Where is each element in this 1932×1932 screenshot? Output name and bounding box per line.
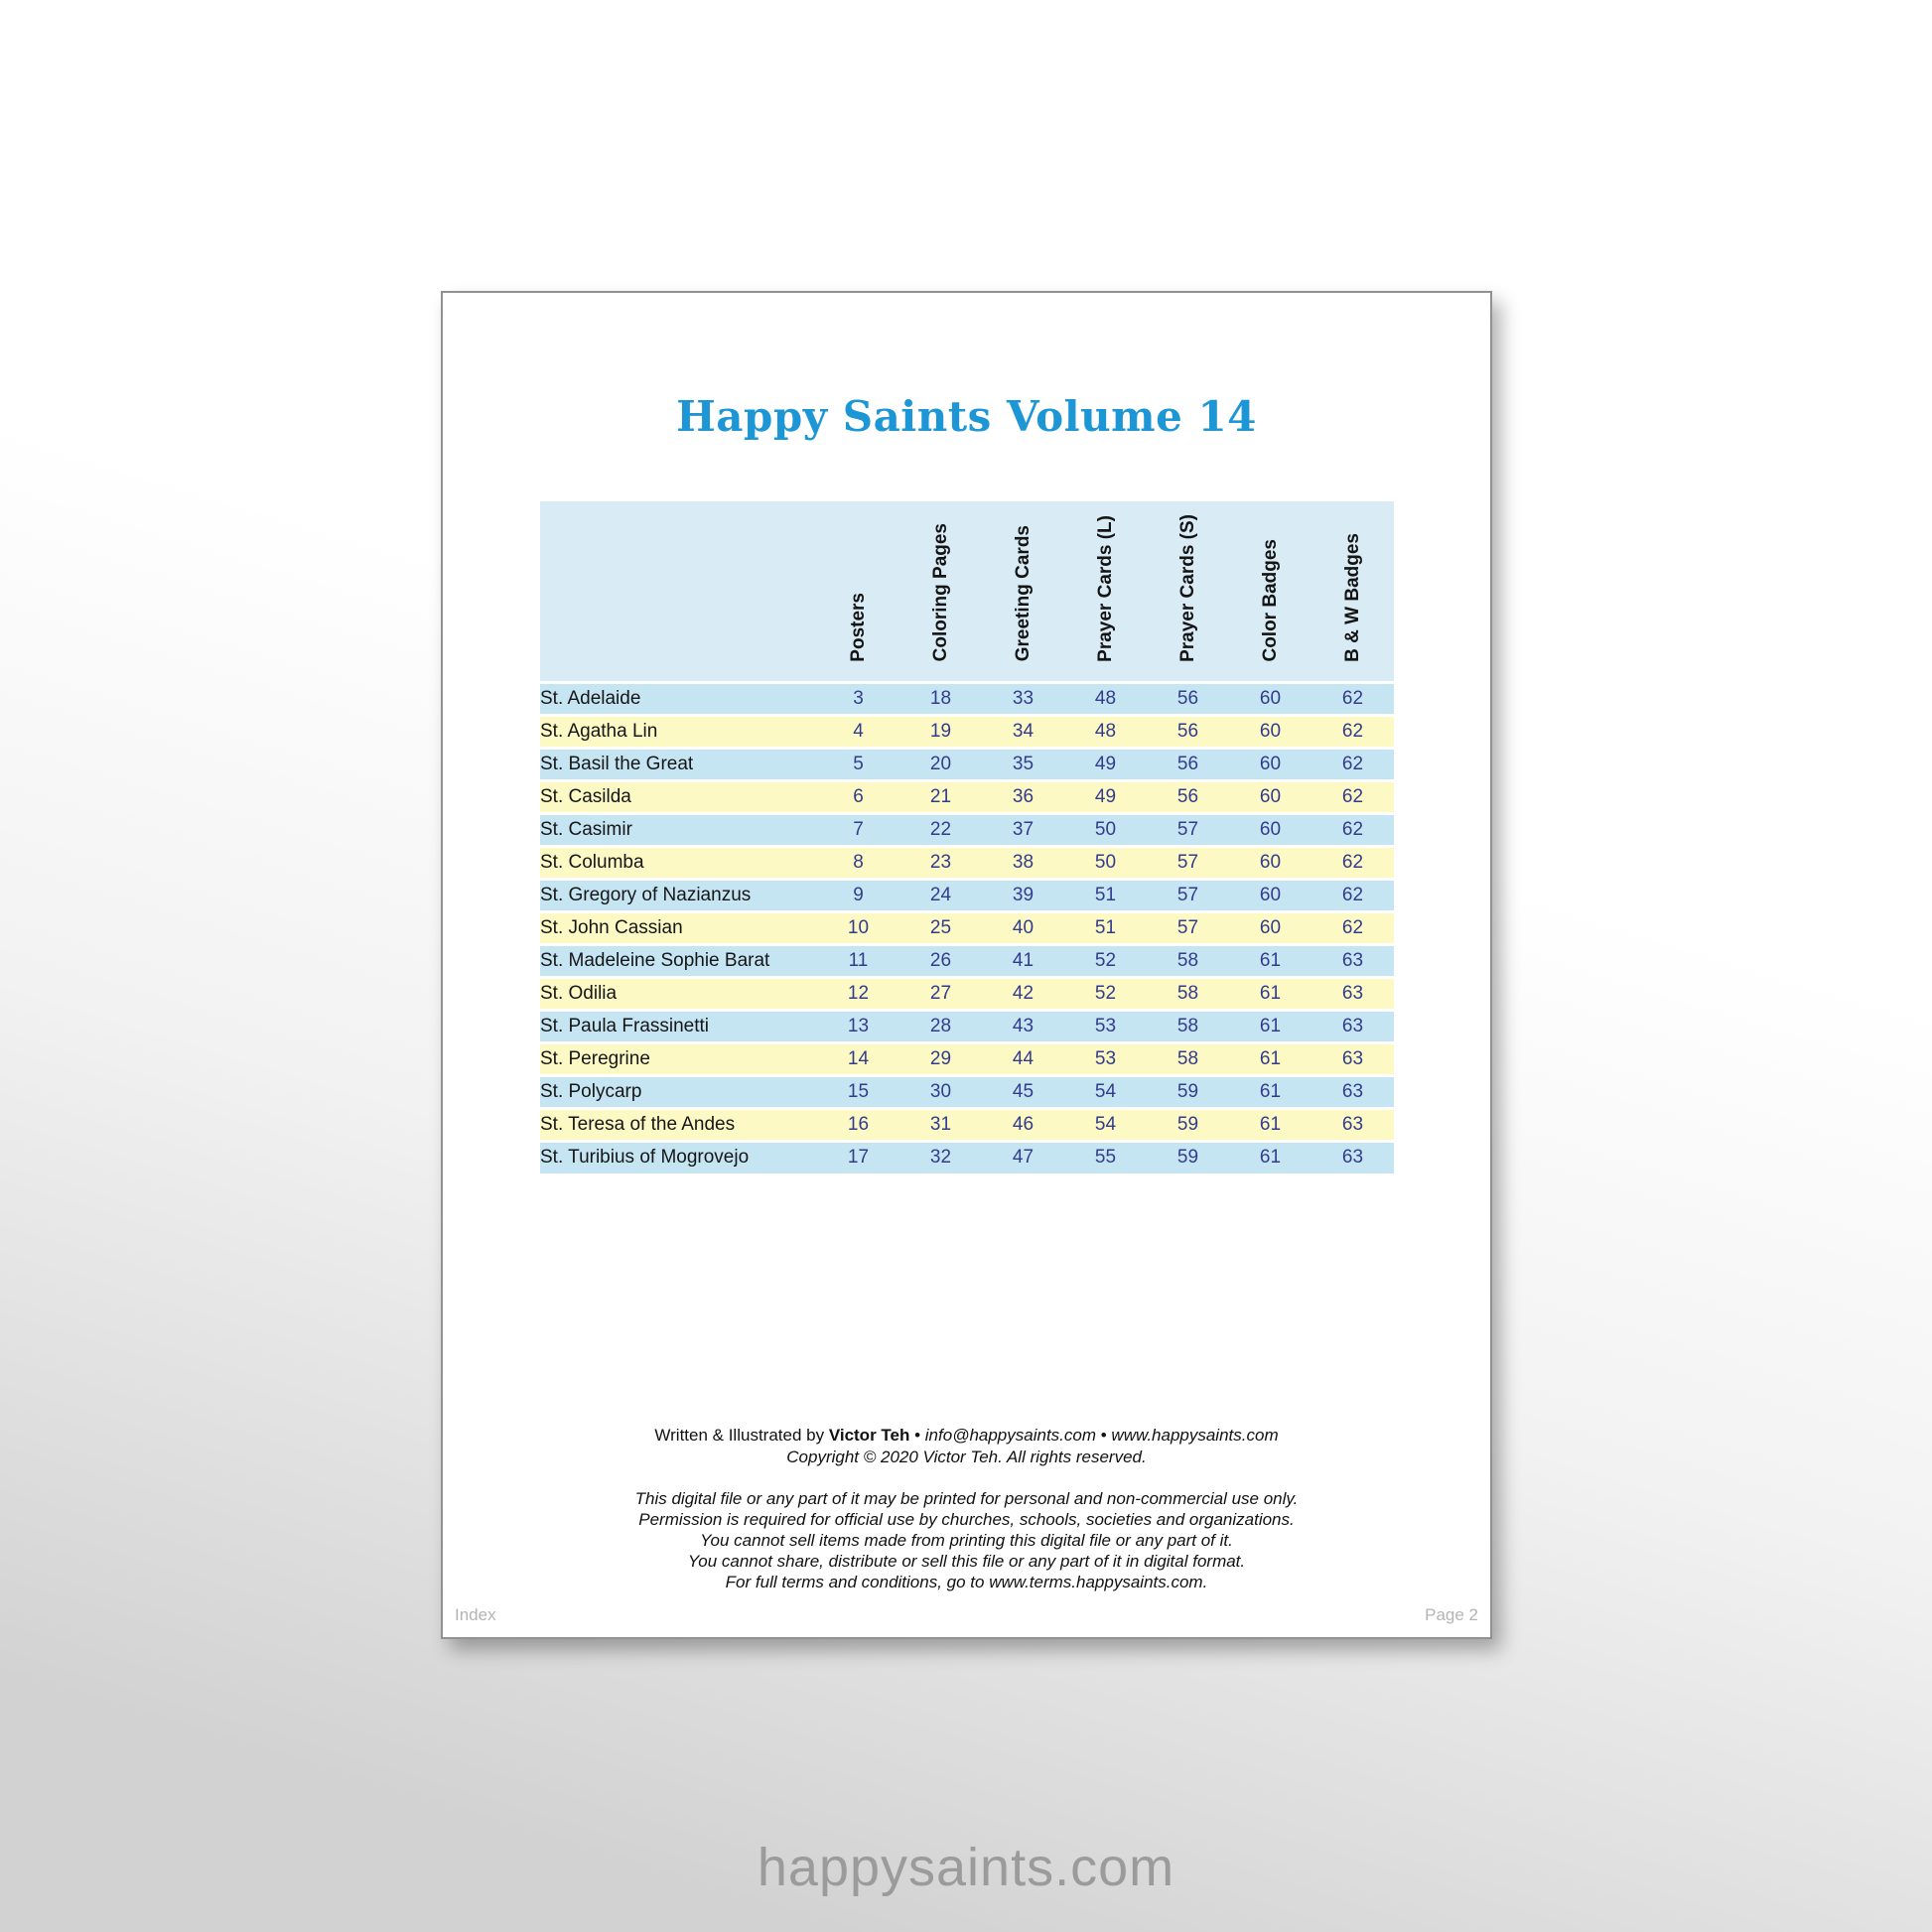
value-cell: 9 [817,879,899,911]
value-cell: 13 [817,1010,899,1042]
value-cell: 4 [817,715,899,748]
value-cell: 21 [899,780,982,813]
value-cell: 3 [817,682,899,715]
value-cell: 40 [982,911,1064,944]
value-cell: 29 [899,1042,982,1075]
value-cell: 24 [899,879,982,911]
table-row [540,682,1394,715]
value-cell: 57 [1147,879,1229,911]
bullet-separator: • [1096,1426,1112,1445]
value-cell: 36 [982,780,1064,813]
value-cell: 37 [982,813,1064,846]
value-cell: 32 [899,1141,982,1173]
column-header-greeting-cards [982,501,1064,682]
column-header-color-badges [1229,501,1311,682]
value-cell: 48 [1064,715,1147,748]
value-cell: 59 [1147,1108,1229,1141]
index-table [540,501,1394,1173]
value-cell: 60 [1229,846,1311,879]
value-cell: 51 [1064,879,1147,911]
value-cell: 63 [1311,1075,1394,1108]
value-cell: 19 [899,715,982,748]
value-cell: 6 [817,780,899,813]
value-cell: 7 [817,813,899,846]
column-header-label: Greeting Cards [1012,525,1034,662]
value-cell: 33 [982,682,1064,715]
value-cell: 60 [1229,813,1311,846]
footer-label-page-number: Page 2 [1425,1605,1478,1624]
table-row [540,813,1394,846]
value-cell: 63 [1311,1042,1394,1075]
value-cell: 47 [982,1141,1064,1173]
value-cell: 34 [982,715,1064,748]
column-header-coloring-pages [899,501,982,682]
value-cell: 46 [982,1108,1064,1141]
value-cell: 62 [1311,911,1394,944]
website-text: www.happysaints.com [1111,1426,1279,1445]
saint-name-cell: St. John Cassian [540,911,817,944]
value-cell: 61 [1229,1010,1311,1042]
page-title: Happy Saints Volume 14 [676,392,1257,441]
value-cell: 52 [1064,944,1147,977]
saint-name-cell: St. Teresa of the Andes [540,1108,817,1141]
value-cell: 61 [1229,1141,1311,1173]
table-row [540,1042,1394,1075]
bullet-separator: • [909,1426,925,1445]
table-row [540,780,1394,813]
value-cell: 5 [817,748,899,780]
terms-line: Permission is required for official use by churches, schools, societies and organizations. [638,1510,1295,1529]
value-cell: 8 [817,846,899,879]
value-cell: 38 [982,846,1064,879]
table-row [540,1108,1394,1141]
table-row [540,1075,1394,1108]
saint-name-cell: St. Agatha Lin [540,715,817,748]
table-row [540,1010,1394,1042]
value-cell: 56 [1147,682,1229,715]
saint-name-cell: St. Gregory of Nazianzus [540,879,817,911]
value-cell: 57 [1147,911,1229,944]
value-cell: 61 [1229,1108,1311,1141]
value-cell: 58 [1147,1010,1229,1042]
value-cell: 16 [817,1108,899,1141]
value-cell: 60 [1229,911,1311,944]
table-row [540,944,1394,977]
table-row [540,1141,1394,1173]
value-cell: 45 [982,1075,1064,1108]
table-row [540,748,1394,780]
value-cell: 35 [982,748,1064,780]
saint-name-cell: St. Adelaide [540,682,817,715]
value-cell: 57 [1147,846,1229,879]
terms-line: You cannot share, distribute or sell this file or any part of it in digital format. [687,1552,1246,1571]
value-cell: 12 [817,977,899,1010]
value-cell: 56 [1147,715,1229,748]
value-cell: 10 [817,911,899,944]
column-header-label: Prayer Cards (L) [1094,514,1116,662]
value-cell: 15 [817,1075,899,1108]
value-cell: 42 [982,977,1064,1010]
column-header-label: Color Badges [1259,538,1281,662]
column-header-prayer-cards-l [1064,501,1147,682]
author-name: Victor Teh [828,1426,910,1445]
empty-header-cell [540,501,817,682]
value-cell: 52 [1064,977,1147,1010]
value-cell: 61 [1229,977,1311,1010]
column-header-prayer-cards-s [1147,501,1229,682]
value-cell: 62 [1311,682,1394,715]
value-cell: 60 [1229,715,1311,748]
saint-name-cell: St. Odilia [540,977,817,1010]
saint-name-cell: St. Casilda [540,780,817,813]
saint-name-cell: St. Polycarp [540,1075,817,1108]
watermark-text: happysaints.com [757,1838,1175,1897]
value-cell: 58 [1147,944,1229,977]
value-cell: 59 [1147,1075,1229,1108]
value-cell: 25 [899,911,982,944]
saint-name-cell: St. Basil the Great [540,748,817,780]
value-cell: 31 [899,1108,982,1141]
terms-block [443,1488,1490,1592]
value-cell: 54 [1064,1108,1147,1141]
value-cell: 63 [1311,1141,1394,1173]
value-cell: 30 [899,1075,982,1108]
value-cell: 55 [1064,1141,1147,1173]
value-cell: 56 [1147,780,1229,813]
value-cell: 53 [1064,1010,1147,1042]
value-cell: 62 [1311,748,1394,780]
terms-line: For full terms and conditions, go to www.terms.happysaints.com. [725,1573,1208,1591]
value-cell: 27 [899,977,982,1010]
credits-line [443,1425,1490,1447]
saint-name-cell: St. Madeleine Sophie Barat [540,944,817,977]
value-cell: 58 [1147,1042,1229,1075]
value-cell: 63 [1311,977,1394,1010]
terms-line: This digital file or any part of it may be printed for personal and non-commercial use only. [634,1489,1299,1508]
value-cell: 28 [899,1010,982,1042]
value-cell: 54 [1064,1075,1147,1108]
value-cell: 62 [1311,879,1394,911]
value-cell: 23 [899,846,982,879]
table-row [540,715,1394,748]
column-header-label: Prayer Cards (S) [1176,513,1198,662]
saint-name-cell: St. Columba [540,846,817,879]
value-cell: 14 [817,1042,899,1075]
table-row [540,911,1394,944]
copyright-line: Copyright © 2020 Victor Teh. All rights reserved. [786,1448,1147,1466]
value-cell: 62 [1311,846,1394,879]
table-row [540,846,1394,879]
value-cell: 53 [1064,1042,1147,1075]
value-cell: 58 [1147,977,1229,1010]
value-cell: 11 [817,944,899,977]
column-header-label: Coloring Pages [929,523,951,662]
value-cell: 56 [1147,748,1229,780]
saint-name-cell: St. Paula Frassinetti [540,1010,817,1042]
column-header-label: Posters [847,592,869,662]
value-cell: 60 [1229,780,1311,813]
footer-label-index: Index [455,1605,496,1624]
value-cell: 48 [1064,682,1147,715]
value-cell: 43 [982,1010,1064,1042]
email-text: info@happysaints.com [924,1426,1097,1445]
column-header-posters [817,501,899,682]
value-cell: 63 [1311,1010,1394,1042]
value-cell: 18 [899,682,982,715]
saint-name-cell: St. Peregrine [540,1042,817,1075]
value-cell: 62 [1311,715,1394,748]
credits-prefix: Written & Illustrated by [654,1426,829,1445]
value-cell: 63 [1311,944,1394,977]
value-cell: 57 [1147,813,1229,846]
value-cell: 22 [899,813,982,846]
value-cell: 49 [1064,748,1147,780]
value-cell: 60 [1229,682,1311,715]
value-cell: 62 [1311,813,1394,846]
saint-name-cell: St. Casimir [540,813,817,846]
value-cell: 50 [1064,813,1147,846]
value-cell: 26 [899,944,982,977]
page-sheet [441,291,1492,1639]
saint-name-cell: St. Turibius of Mogrovejo [540,1141,817,1173]
value-cell: 20 [899,748,982,780]
column-header-bw-badges [1311,501,1394,682]
value-cell: 41 [982,944,1064,977]
value-cell: 60 [1229,748,1311,780]
value-cell: 44 [982,1042,1064,1075]
value-cell: 61 [1229,1042,1311,1075]
table-row [540,879,1394,911]
value-cell: 51 [1064,911,1147,944]
table-row [540,977,1394,1010]
value-cell: 60 [1229,879,1311,911]
value-cell: 39 [982,879,1064,911]
value-cell: 63 [1311,1108,1394,1141]
table-header-row [540,501,1394,682]
credits-block [443,1425,1490,1468]
value-cell: 50 [1064,846,1147,879]
value-cell: 59 [1147,1141,1229,1173]
value-cell: 61 [1229,944,1311,977]
value-cell: 49 [1064,780,1147,813]
column-header-label: B & W Badges [1341,532,1363,662]
value-cell: 62 [1311,780,1394,813]
value-cell: 17 [817,1141,899,1173]
value-cell: 61 [1229,1075,1311,1108]
terms-line: You cannot sell items made from printing this digital file or any part of it. [700,1531,1233,1550]
